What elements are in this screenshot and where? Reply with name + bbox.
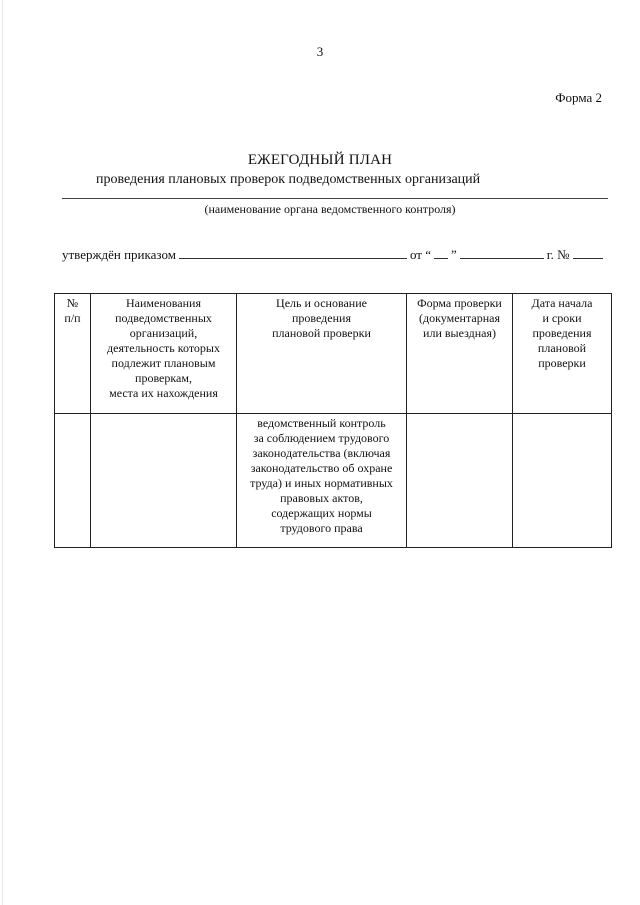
approval-line — [62, 246, 608, 263]
table-row — [55, 414, 612, 548]
header-purpose: Цель и основание проведения плановой проверки — [237, 294, 407, 414]
organ-name-caption: (наименование органа ведомственного контроля) — [204, 202, 456, 216]
header-number: № п/п — [55, 294, 91, 414]
table-header-row — [55, 294, 612, 414]
order-blank — [179, 246, 407, 259]
approval-year-suffix: г. № — [546, 247, 570, 262]
cell-organization — [91, 414, 237, 548]
approval-date-prefix: от “ — [409, 247, 431, 262]
cell-dates — [513, 414, 612, 548]
scan-edge — [2, 0, 3, 905]
header-organizations: Наименования подведомственных организаций, деятельность которых подлежит плановым проверкам, места их нахождения — [91, 294, 237, 414]
document-subtitle: проведения плановых проверок подведомственных организаций — [96, 172, 481, 187]
header-dates: Дата начала и сроки проведения плановой проверки — [513, 294, 612, 414]
page-number: 3 — [316, 44, 324, 59]
day-blank — [434, 246, 448, 259]
organ-name-line — [62, 198, 608, 199]
header-inspection-form: Форма проверки (документарная или выездная) — [407, 294, 513, 414]
document-title: ЕЖЕГОДНЫЙ ПЛАН — [247, 152, 393, 168]
cell-inspection-form — [407, 414, 513, 548]
number-blank — [573, 246, 603, 259]
approval-prefix: утверждён приказом — [62, 247, 176, 262]
month-blank — [460, 246, 544, 259]
approval-date-mid: ” — [450, 247, 457, 262]
cell-purpose: ведомственный контроль за соблюдением трудового законодательства (включая законодательство об охране труда) и иных нормативных правовых актов, содержащих нормы трудового права — [237, 414, 407, 548]
plan-table — [54, 293, 612, 548]
cell-number — [55, 414, 91, 548]
form-label: Форма 2 — [555, 90, 602, 105]
